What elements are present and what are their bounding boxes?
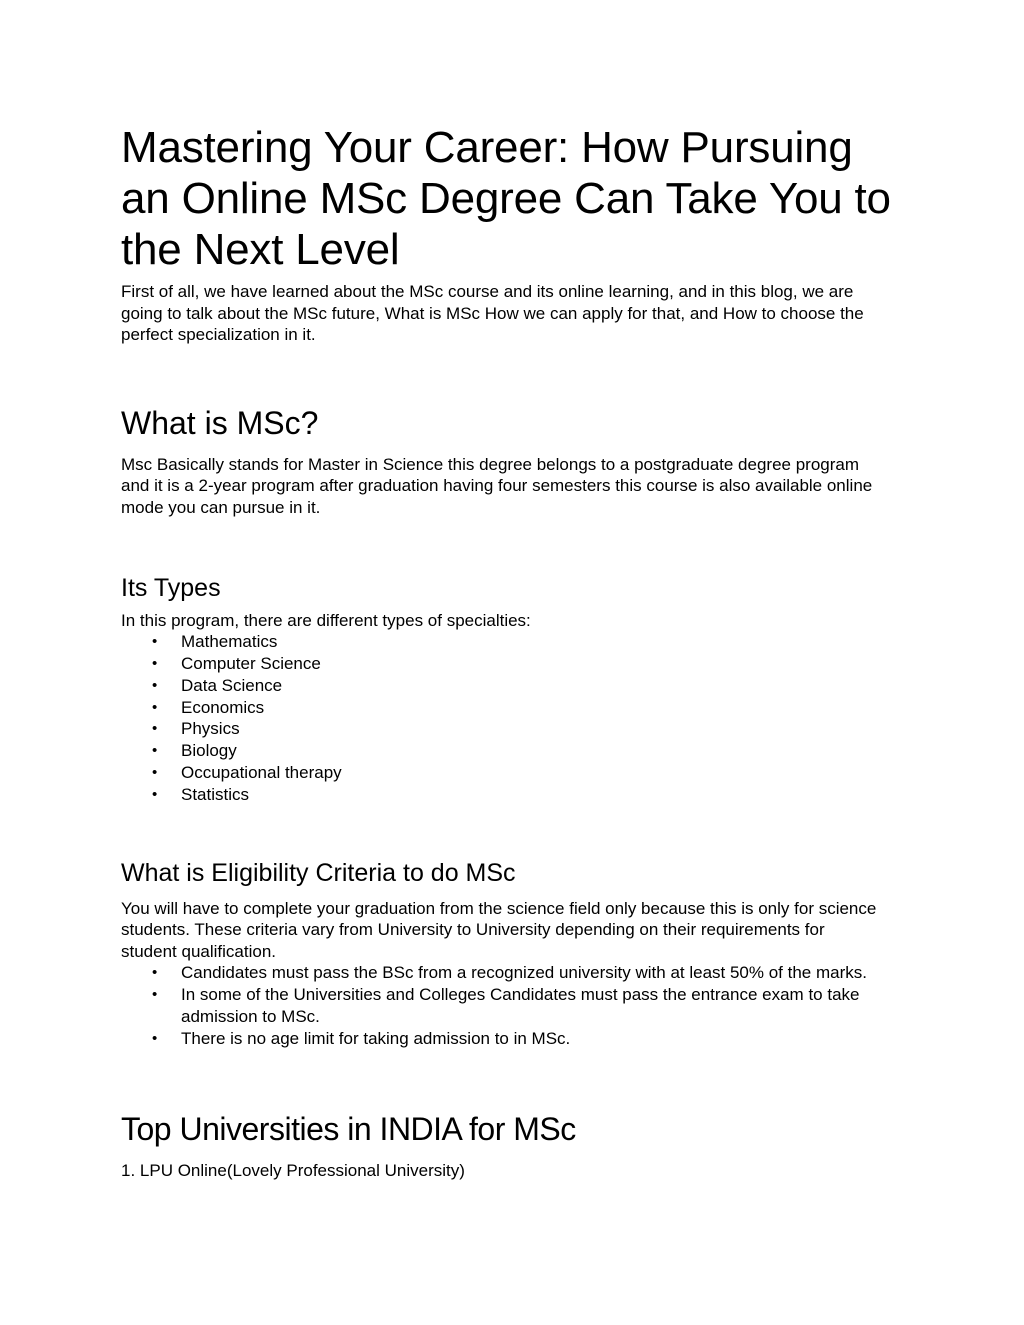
list-item-label: Mathematics (181, 632, 278, 652)
list-item (121, 631, 911, 653)
bullet-icon: • (152, 763, 158, 781)
list-item (121, 984, 883, 1028)
list-item (121, 962, 883, 984)
bullet-icon: • (152, 676, 158, 694)
list-item (121, 1028, 883, 1050)
list-item (121, 784, 911, 806)
bullet-icon: • (152, 964, 158, 982)
list-item-label: Biology (181, 741, 237, 761)
eligibility-heading: What is Eligibility Criteria to do MSc (121, 858, 516, 887)
types-heading: Its Types (121, 573, 221, 602)
list-item-label: Occupational therapy (181, 762, 342, 782)
list-item (121, 653, 911, 675)
types-list (121, 631, 911, 805)
what-is-msc-heading: What is MSc? (121, 404, 319, 441)
bullet-icon: • (152, 654, 158, 672)
bullet-icon: • (152, 720, 158, 738)
list-item (121, 762, 911, 784)
list-item-label: Data Science (181, 675, 283, 695)
list-item-label: Economics (181, 697, 265, 717)
list-item (121, 718, 911, 740)
bullet-icon: • (152, 785, 158, 803)
bullet-icon: • (152, 1029, 158, 1047)
intro-paragraph: First of all, we have learned about the MSc course and its online learning, and in this blog, we are going to talk about the MSc future, What is MSc How we can apply for that, and How to choose the perfect specialization in it. (121, 282, 864, 345)
list-item-label: Candidates must pass the BSc from a recognized university with at least 50% of the marks. (181, 963, 867, 983)
bullet-icon: • (152, 633, 158, 651)
list-item-label: Computer Science (181, 653, 321, 673)
bullet-icon: • (152, 986, 158, 1004)
bullet-icon: • (152, 742, 158, 760)
list-item (121, 697, 911, 719)
eligibility-list (121, 962, 883, 1049)
types-paragraph: In this program, there are different types of specialties: (121, 610, 531, 630)
list-item-label: There is no age limit for taking admission to in MSc. (181, 1028, 571, 1048)
document-page (121, 122, 911, 1181)
university-item: 1. LPU Online(Lovely Professional University) (121, 1160, 465, 1180)
bullet-icon: • (152, 698, 158, 716)
list-item (121, 675, 911, 697)
list-item-label: Statistics (181, 784, 250, 804)
list-item-label: Physics (181, 719, 240, 739)
page-title: Mastering Your Career: How Pursuing an Online MSc Degree Can Take You to the Next Level (121, 123, 891, 274)
what-is-msc-paragraph: Msc Basically stands for Master in Science this degree belongs to a postgraduate degree program and it is a 2-year program after graduation having four semesters this course is also available online mode you can pursue in it. (121, 454, 873, 517)
universities-heading: Top Universities in INDIA for MSc (121, 1110, 576, 1147)
eligibility-paragraph: You will have to complete your graduation from the science field only because this is only for science students. These criteria vary from University to University depending on their requirements for student qualification. (121, 898, 877, 961)
list-item-label: In some of the Universities and Colleges Candidates must pass the entrance exam to take admission to MSc. (181, 985, 860, 1026)
list-item (121, 740, 911, 762)
